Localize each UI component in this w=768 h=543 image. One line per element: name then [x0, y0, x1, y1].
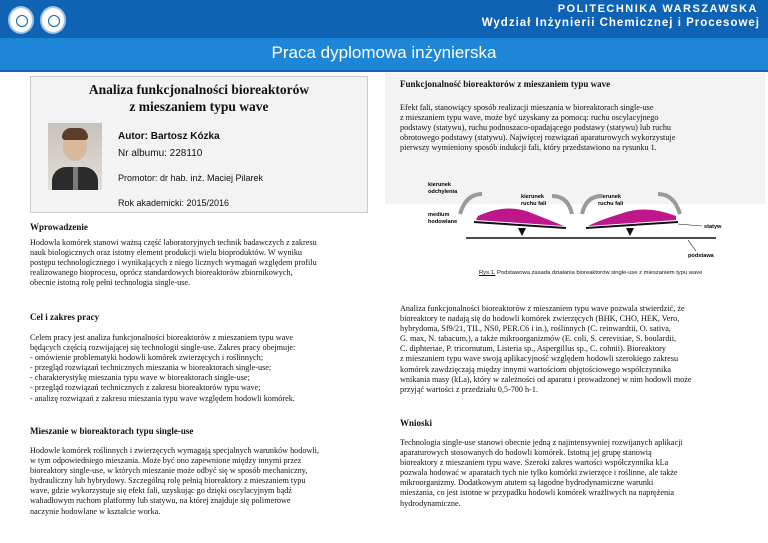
label-wave-b2: ruchu fali	[598, 201, 624, 207]
text-line: naczynie hodowlane w kształcie worka.	[30, 506, 161, 516]
thesis-title	[30, 81, 368, 115]
text-line: z mieszaniem typu wave, może być uzyskany za pomocą: ruchu oscylacyjnego	[400, 113, 659, 123]
intro-paragraph	[30, 238, 368, 288]
text-line: mieszania, co jest istotne w przypadku hodowli komórek wrażliwych na naprężenia	[400, 488, 674, 498]
text-line: bioreaktory single-use, w których mieszanie może odbyć się w sposób mechaniczny,	[30, 466, 308, 476]
figure-caption	[479, 270, 702, 276]
conclusions-heading: Wnioski	[400, 418, 433, 428]
figure-ref: Rys.1.	[479, 270, 496, 276]
text-line: aparaturowych stosowanych do hodowli komórek. Istotną jej grupę stanowią	[400, 448, 652, 458]
text-line: Technologia single-use stanowi obecnie jedną z najintensywniej rozwijanych aplikacji	[400, 438, 683, 447]
stand-pointer	[678, 224, 702, 226]
promoter: Promotor: dr hab. inż. Maciej Pilarek	[118, 173, 264, 183]
pivot-left	[518, 228, 526, 236]
text-line: Hodowla komórek stanowi ważną część laboratoryjnych technik badawczych z zakresu	[30, 238, 317, 247]
tilt-arrow-icon	[460, 194, 482, 214]
faculty-logo	[40, 6, 66, 34]
intro-heading: Wprowadzenie	[30, 222, 88, 232]
functionality-heading: Funkcjonalność bioreaktorów z mieszaniem typu wave	[400, 79, 611, 89]
text-line: będących częścią rozwijającej się technologii single-use. Zakres pracy obejmuje:	[30, 343, 296, 353]
conclusions-paragraph	[400, 438, 752, 509]
figure-caption-text: Podstawowa zasada działania bioreaktorów single-use z mieszaniem typu wave	[495, 270, 703, 276]
text-line: - omówienie problematyki hodowli komórek zwierzęcych i roślinnych;	[30, 353, 264, 363]
university-seal-logo	[8, 6, 34, 34]
text-line: realizowanego bioprocesu, oprócz standardowych bioreaktorów zbiornikowych,	[30, 268, 293, 278]
label-wave-b: kierunek	[598, 194, 622, 200]
text-line: C. diphteriae, P. tricornutum, Listeria sp., Aspergillus sp., C. cohnii). Bioreaktory	[400, 344, 666, 354]
label-wave-a2: ruchu fali	[521, 201, 547, 207]
page-title: Praca dyplomowa inżynierska	[271, 43, 497, 62]
text-line: Celem pracy jest analiza funkcjonalności bioreaktorów z mieszaniem typu wave	[30, 333, 294, 342]
label-tilt: kierunek	[428, 182, 452, 188]
text-line: - przegląd rozwiązań technicznych mieszania w bioreaktorach single-use;	[30, 363, 272, 373]
text-line: wnikania masy (kLa), który w zależności od aparatu i prowadzonej w nim hodowli może	[400, 374, 692, 384]
header-banner	[0, 0, 768, 72]
author-name: Autor: Bartosz Kózka	[118, 131, 220, 142]
label-medium: medium	[428, 212, 450, 218]
functionality-paragraph	[400, 103, 752, 153]
text-line: z mieszaniem typu wave swoją aplikacyjność względem hodowli szerokiego zakresu	[400, 354, 679, 364]
text-line: - analizę rozwiązań z zakresu mieszania typu wave względem hodowli komórek.	[30, 393, 295, 403]
text-line: wave, gdzie wykorzystuje się efekt fali, uzyskując go dzięki oscylacyjnym bądź	[30, 486, 292, 496]
text-line: nauk biologicznych oraz istotny element produkcji wielu bioproduktów. W wyniku	[30, 248, 303, 258]
text-line: - przegląd rozwiązań technicznych z zakresu bioreaktorów typu wave;	[30, 383, 261, 393]
wave-bioreactor-diagram	[426, 180, 726, 264]
text-line: G. max, N. tabacum,), a także mikroorganizmów (E. coli, S. cerevisiae, S. boulardii,	[400, 334, 677, 344]
mixing-paragraph	[30, 446, 368, 517]
text-line: - charakterystykę mieszania typu wave w bioreaktorach single-use;	[30, 373, 250, 383]
goal-heading: Cel i zakres pracy	[30, 312, 100, 322]
pivot-right	[626, 228, 634, 236]
text-line: hybrydoma, Sf9/21, TIL, NS0, PER.C6 i in.), roślinnych (C. reinwardtii, O. sativa,	[400, 324, 671, 334]
text-line: pierwszy wymieniony sposób indukcji fali, który przedstawiono na rysunku 1.	[400, 143, 657, 153]
text-line: Hodowle komórek roślinnych i zwierzęcych wymagają specjalnych warunków hodowli,	[30, 446, 319, 455]
academic-year: Rok akademicki: 2015/2016	[118, 198, 230, 208]
label-wave-a: kierunek	[521, 194, 545, 200]
analysis-paragraph	[400, 304, 752, 395]
label-medium2: hodowlane	[428, 219, 458, 225]
album-number: Nr albumu: 228110	[118, 148, 203, 159]
text-line: bioreaktory z mieszaniem typu wave. Szeroki zakres wartości współczynnika kLa	[400, 458, 669, 468]
text-line: obrotowego podstawy (statywu). Najwięcej rozwiązań aparaturowych wykorzystuje	[400, 133, 676, 143]
base-pointer	[688, 240, 696, 251]
label-base: podstawa	[688, 253, 714, 259]
text-line: wahadłowym ruchom platformy lub statywu, na której znajduje się polimerowe	[30, 496, 291, 506]
text-line: mikroorganizmy. Dodatkowym atutem są łagodne hydrodynamiczne warunki	[400, 478, 654, 488]
text-line: hydrodynamiczne.	[400, 498, 461, 508]
author-photo	[48, 123, 102, 190]
university-name: POLITECHNIKA WARSZAWSKA	[557, 3, 758, 15]
text-line: Efekt fali, stanowiący sposób realizacji mieszania w bioreaktorach single-use	[400, 103, 654, 112]
label-tilt2: odchylenia	[428, 189, 458, 195]
text-line: postępu technologicznego i wynikających z niego licznych wymagań względem profilu	[30, 258, 317, 268]
curve-arrow-icon	[552, 196, 572, 214]
tilt-arrow-right-icon	[658, 194, 680, 214]
label-stand: statyw	[704, 224, 722, 230]
text-line: obecnie istotną rolę pełni technologia single-use.	[30, 278, 191, 288]
text-line: podstawy (statywu), ruchu podnoszaco-opadającego podstawy (statywu) lub ruchu	[400, 123, 672, 133]
text-line: pozwala hodować w aparatach tych nie tylko komórki zwierzęce i roślinne, ale także	[400, 468, 678, 478]
faculty-name: Wydział Inżynierii Chemicznej i Procesowej	[481, 17, 760, 29]
goal-paragraph	[30, 333, 368, 404]
thesis-title-line1: Analiza funkcjonalności bioreaktorów	[88, 82, 310, 97]
text-line: w tym odpowiedniego mieszania. Może być ono zapewnione między innymi przez	[30, 456, 302, 466]
text-line: bioreaktory te nadają się do hodowli komórek zwierzęcych (BHK, CHO, HEK, Vero,	[400, 314, 680, 324]
text-line: Analiza funkcjonalności bioreaktorów z mieszaniem typu wave pozwala stwierdzić, że	[400, 304, 685, 313]
text-line: komórek zawdzięczają między innymi wartościom objętościowego współczynnika	[400, 364, 672, 374]
text-line: przyjąć wartości z przedziału 0,5-700 h-1.	[400, 384, 538, 394]
mixing-heading: Mieszanie w bioreaktorach typu single-use	[30, 426, 194, 436]
text-line: hydrauliczny lub hybrydowy. Szczególną rolę pełnią bioreaktory z mieszaniem typu	[30, 476, 306, 486]
thesis-title-line2: z mieszaniem typu wave	[129, 99, 269, 114]
